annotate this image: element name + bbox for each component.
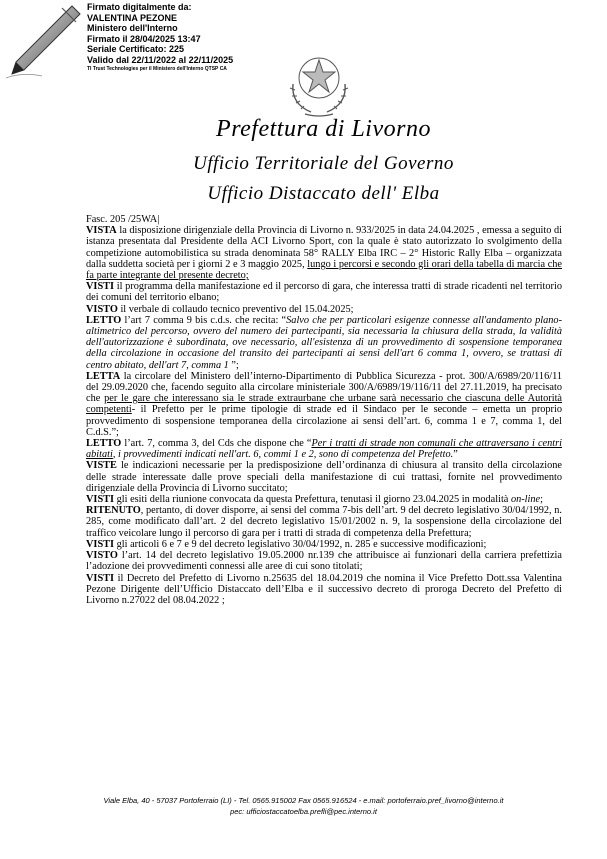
paragraph-text: la circolare del Ministero dell’interno-Dipartimento di Pubblica Sicurezza - prot. 300/A/6989/20/116/11 del 29.09.2020 che, facendo seguito alla circolare ministeriale 300/A/6989/19/116/11 del 27.11.2019, ha precisato che — [86, 370, 562, 405]
certificate-serial: Seriale Certificato: 225 — [87, 44, 185, 55]
paragraph-keyword: VISTO — [86, 550, 118, 562]
paragraph-text: gli esiti della riunione convocata da questa Prefettura, tenutasi il giorno 23.04.2025 in modalità — [114, 494, 511, 506]
decree-body — [86, 214, 562, 606]
paragraph-text-end: ”; — [228, 359, 239, 371]
paragraph-keyword: LETTA — [86, 370, 121, 382]
paragraph-keyword: VISTI — [86, 281, 115, 293]
paragraph-quote: Salvo che per particolari esigenze connesse all'andamento plano-altimetrico del percorso, ovvero del numero dei partecipanti, sia necessaria la chiusura della strada, la validità dell'autorizzazione è subordinata, ove necessario, all'esistenza di un provvedimento di sospensione temporanea della circolazione in occasione del transito dei partecipanti ai sensi dell'art 6 comma 1, ovvero, se trattasi di centro abitato, dell'art 7, comma 1 — [86, 314, 562, 371]
paragraph-text-end: - il Prefetto per le prime tipologie di strade ed il Sindaco per le seconde – emetta un proprio provvedimento di sospensione temporanea della circolazione ai sensi dell’art. 6, comma 1 e 7, comma 1, del C.d.S.”; — [86, 404, 562, 438]
paragraph-text-underlined: per le gare che interessano sia le strade extraurbane che urbane sarà necessario che ciascuna delle Autorità competenti — [86, 393, 562, 416]
paragraph-text: le indicazioni necessarie per la predisposizione dell’ordinanza di chiusura al transito della circolazione delle strade interessate dalle prove speciali della manifestazione di cui trattasi, fornite nel provvedimento dirigenziale della Provincia di Livorno succitato; — [86, 460, 562, 494]
paragraph-text: il Decreto del Prefetto di Livorno n.25635 del 18.04.2019 che nomina il Vice Prefetto Dott.ssa Valentina Pezone Dirigente dell’Ufficio Distaccato dell’Elba e il successivo decreto di proroga Decreto del Prefetto di Livorno n.27022 del 08.04.2022 ; — [86, 572, 562, 606]
paragraph-keyword: VISTE — [86, 460, 117, 472]
paragraph-text-underlined: lungo i percorsi e secondo gli orari della tabella di marcia che fa parte integrante del presente decreto; — [86, 258, 562, 282]
certificate-issuer: TI Trust Technologies per il Ministero dell'Interno QTSP CA — [87, 65, 227, 72]
paragraph-visto-art14 — [86, 550, 562, 572]
paragraph-keyword: VISTA — [86, 225, 117, 237]
branch-office-subtitle: Ufficio Distaccato dell' Elba — [207, 183, 440, 204]
prefecture-title: Prefettura di Livorno — [216, 116, 431, 142]
signature-date: Firmato il 28/04/2025 13:47 — [87, 33, 201, 44]
paragraph-viste-indicazioni — [86, 460, 562, 494]
paragraph-vista — [86, 225, 562, 281]
paragraph-italic: on-line — [510, 494, 541, 506]
paragraph-ritenuto — [86, 505, 562, 539]
paragraph-keyword: LETTO — [86, 314, 122, 326]
signer-ministry: Ministero dell'Interno — [87, 23, 178, 34]
protocol-number: Fasc. 205 /25WA| — [86, 214, 160, 225]
paragraph-letto-cds — [86, 438, 562, 460]
paragraph-text-end: ” — [453, 449, 458, 461]
paragraph-text: il programma della manifestazione ed il percorso di gara, che interessa tratti di strade ricadenti nel territorio dei comuni del territorio elbano; — [86, 281, 562, 304]
paragraph-visti-esiti — [86, 494, 562, 505]
paragraph-text: la disposizione dirigenziale della Provincia di Livorno n. 933/2025 in data 24.04.2025 , emessa a seguito di istanza presentata dal Presidente della ACI Livorno Sport, con la quale è stato autorizzato lo svolgimento della competizione automobilistica su strada denominata 58° RALLY Elba IRC – 2° Historic Rally Elba – organizzata dalla suddetta società per i giorni 2 e 3 maggio 2025, — [86, 225, 562, 270]
footer-address: Viale Elba, 40 - 57037 Portoferraio (LI) - Tel. 0565.915002 Fax 0565.916524 - e.mail: portoferraio.pref_livorno@interno.it — [103, 796, 504, 805]
paragraph-keyword: RITENUTO — [86, 505, 141, 517]
digital-signature-block — [0, 0, 300, 100]
paragraph-text: , pertanto, di dover disporre, ai sensi del comma 7-bis dell’art. 9 del decreto legislativo 30/04/1992, n. 285, come modificato dall’art. 2 del decreto legislativo 15/01/2002 n. 9, la sospensione della circolazione del traffico veicolare lungo il percorso di gara per i tratti di strada di competenza della Prefettura; — [86, 505, 562, 539]
paragraph-letta-circolare — [86, 371, 562, 438]
paragraph-text: il verbale di collaudo tecnico preventivo del 15.04.2025; — [117, 303, 354, 315]
paragraph-keyword: LETTO — [86, 438, 122, 450]
paragraph-text: gli articoli 6 e 7 e 9 del decreto legislativo 30/04/1992, n. 285 e successive modificazioni; — [114, 538, 487, 550]
pen-icon — [2, 0, 82, 80]
paragraph-visti-decreto — [86, 573, 562, 607]
paragraph-text: l’art. 14 del decreto legislativo 19.05.2000 nr.139 che attribuisce ai funzionari della carriera prefettizia l’adozione dei provvedimenti connessi alle aree di cui sono titolati; — [86, 550, 562, 573]
paragraph-visto-verbale — [86, 304, 562, 315]
office-subtitle: Ufficio Territoriale del Governo — [193, 153, 454, 174]
paragraph-visti-programma — [86, 281, 562, 303]
signature-caption: Firmato digitalmente da: — [87, 2, 192, 12]
paragraph-keyword: VISTI — [86, 538, 115, 550]
paragraph-text: l’art. 7, comma 3, del Cds che dispone che “ — [121, 438, 312, 450]
paragraph-quote: , i provvedimenti indicati nell'art. 6, commi 1 e 2, sono di competenza del Prefetto. — [112, 449, 454, 461]
paragraph-quote-underlined: Per i tratti di strade non comunali che attraversano i centri abitati — [86, 438, 562, 461]
paragraph-keyword: VISTO — [86, 303, 118, 315]
paragraph-text-end: ; — [540, 494, 543, 506]
footer-pec: pec: ufficiostaccatoelba.prefli@pec.interno.it — [230, 807, 377, 816]
paragraph-text: l’art 7 comma 9 bis c.d.s. che recita: “ — [121, 314, 287, 326]
italian-republic-emblem-icon — [283, 44, 355, 120]
certificate-validity: Valido dal 22/11/2022 al 22/11/2025 — [87, 54, 234, 65]
paragraph-keyword: VISTI — [86, 494, 115, 506]
signer-name: VALENTINA PEZONE — [87, 12, 178, 23]
paragraph-keyword: VISTI — [86, 572, 115, 584]
paragraph-letto-art7 — [86, 315, 562, 371]
paragraph-visti-articoli — [86, 539, 562, 550]
